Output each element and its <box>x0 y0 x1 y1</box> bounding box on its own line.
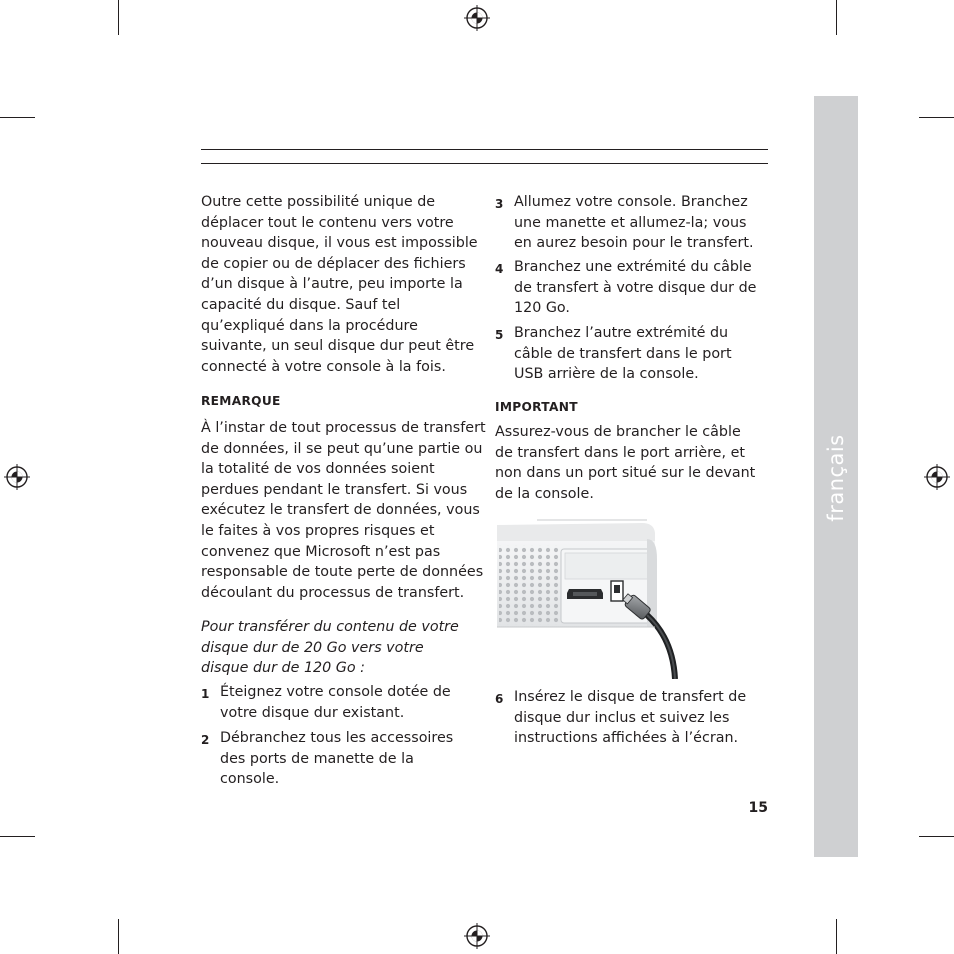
step-number: 3 <box>495 197 504 211</box>
crop-mark <box>919 117 954 118</box>
step-number: 2 <box>201 733 210 747</box>
note-paragraph: À l’instar de tout processus de transfert de données, il se peut qu’une partie ou la totalité de vos données soient perdues pendant le transfert. Si vous exécutez le transfert de données, vous le faites à vos propres risques et convenez que Microsoft n’est pas responsable de toute perte de données découlant du processus de transfert. <box>201 420 486 601</box>
crop-mark <box>836 919 837 954</box>
step-text: Éteignez votre console dotée de votre disque dur existant. <box>220 684 451 721</box>
registration-mark-icon <box>4 464 30 490</box>
intro-paragraph: Outre cette possibilité unique de déplacer tout le contenu vers votre nouveau disque, il vous est impossible de copier ou de déplacer des fichiers d’un disque à l’autre, peu importe la capacité du disque. Sauf tel qu’expliqué dans la procédure suivante, un seul disque dur peut être connecté à votre console à la fois. <box>201 194 478 375</box>
step-text: Insérez le disque de transfert de disque dur inclus et suivez les instructions affichées à l’écran. <box>514 689 747 747</box>
page-number: 15 <box>748 800 768 816</box>
console-usb-port-illustration <box>497 519 687 679</box>
step-number: 5 <box>495 328 504 342</box>
registration-mark-icon <box>924 464 950 490</box>
important-paragraph: Assurez-vous de brancher le câble de transfert dans le port arrière, et non dans un port situé sur le devant de la console. <box>495 424 756 502</box>
step-number: 1 <box>201 687 210 701</box>
important-heading: IMPORTANT <box>495 400 578 414</box>
step-text: Branchez l’autre extrémité du câble de transfert dans le port USB arrière de la console. <box>514 325 732 383</box>
step-number: 4 <box>495 262 504 276</box>
header-rule <box>201 163 768 164</box>
crop-mark <box>919 836 954 837</box>
crop-mark <box>118 0 119 35</box>
registration-mark-icon <box>464 5 490 31</box>
crop-mark <box>836 0 837 35</box>
language-tab-label: français <box>824 434 848 522</box>
step-text: Débranchez tous les accessoires des ports de manette de la console. <box>220 730 454 788</box>
note-heading: REMARQUE <box>201 394 281 408</box>
procedure-intro: Pour transférer du contenu de votre disque dur de 20 Go vers votre disque dur de 120 Go : <box>201 619 459 677</box>
crop-mark <box>0 836 35 837</box>
step-text: Allumez votre console. Branchez une manette et allumez-la; vous en aurez besoin pour le transfert. <box>514 194 754 252</box>
crop-mark <box>0 117 35 118</box>
step-text: Branchez une extrémité du câble de transfert à votre disque dur de 120 Go. <box>514 259 757 317</box>
step-number: 6 <box>495 692 504 706</box>
crop-mark <box>118 919 119 954</box>
header-rule <box>201 149 768 150</box>
registration-mark-icon <box>464 923 490 949</box>
